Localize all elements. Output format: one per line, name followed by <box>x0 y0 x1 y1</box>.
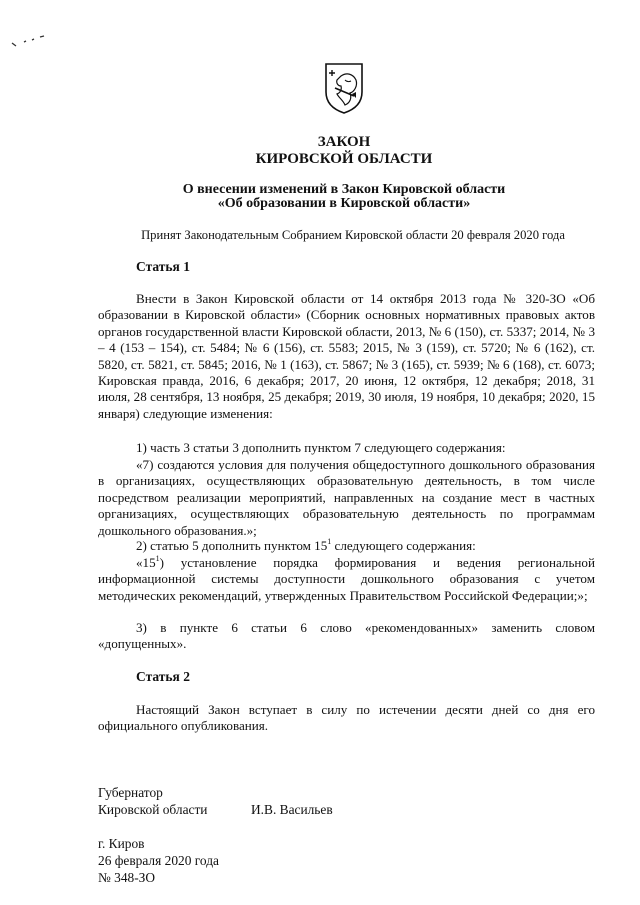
law-number: № 348-ЗО <box>98 870 156 885</box>
article-2-text: Настоящий Закон вступает в силу по истечении десяти дней со дня его официального опубликования. <box>98 702 595 734</box>
article-1-item-2 <box>98 538 595 554</box>
article-2-heading: Статья 2 <box>136 669 190 684</box>
law-subtitle-line1: О внесении изменений в Закон Кировской области <box>182 182 506 197</box>
item-2-quote-superscript: 1 <box>155 553 160 563</box>
item-2-quote-end: ) установление порядка формирования и ведения региональной информационной системы доступности дошкольного образования с учетом методических рекомендаций, утвержденных Правительством Российской Федерации;»; <box>98 555 595 603</box>
law-title: ЗАКОН <box>317 134 371 150</box>
article-1-item-1: 1) часть 3 статьи 3 дополнить пунктом 7 следующего содержания: <box>136 440 506 455</box>
law-subtitle-line2: «Об образовании в Кировской области» <box>217 196 471 211</box>
article-1-intro: Внести в Закон Кировской области от 14 октября 2013 года № 320-ЗО «Об образовании в Кировской области» (Сборник основных нормативных правовых актов органов государственной власти Кировской области, 2013, № 6 (150), ст. 5337; 2014, № 3 – 4 (153 – 154), ст. 5484; № 6 (156), ст. 5583; 2015, № 3 (159), ст. 5720; № 6 (162), ст. 5820, ст. 5821, ст. 5845; 2016, № 1 (163), ст. 5867; № 3 (165), ст. 5939; № 6 (168), ст. 6073; Кировская правда, 2016, 6 декабря; 2017, 20 июня, 12 октября, 12 декабря; 2018, 31 июля, 28 сентября, 13 ноября, 25 декабря; 2019, 30 июля, 19 ноября, 10 декабря; 2020, 15 января) следующие изменения: <box>98 291 595 421</box>
coat-of-arms-icon <box>323 62 365 114</box>
item-2-text-start: 2) статью 5 дополнить пунктом 15 <box>136 538 328 553</box>
signatory-name: И.В. Васильев <box>251 802 333 817</box>
article-1-item-2-text <box>98 555 595 604</box>
adoption-note: Принят Законодательным Собранием Кировской области 20 февраля 2020 года <box>141 228 565 242</box>
signatory-position: Губернатор <box>98 785 163 800</box>
signing-date: 26 февраля 2020 года <box>98 853 219 868</box>
item-2-text-end: следующего содержания: <box>331 538 476 553</box>
item-2-quote-start: «15 <box>136 555 156 570</box>
item-2-superscript: 1 <box>327 536 332 546</box>
article-1-item-3: 3) в пункте 6 статьи 6 слово «рекомендованных» заменить словом «допущенных». <box>98 620 595 652</box>
article-1-heading: Статья 1 <box>136 259 190 274</box>
signing-city: г. Киров <box>98 836 145 851</box>
region-title: КИРОВСКОЙ ОБЛАСТИ <box>255 151 433 167</box>
scan-mark <box>10 34 50 48</box>
article-1-item-1-text: «7) создаются условия для получения общедоступного дошкольного образования в организациях, осуществляющих образовательную деятельность, в том числе посредством реализации мероприятий, направленных на создание мест в частных организациях, осуществляющих образовательную деятельность по программам дошкольного образования.»; <box>98 457 595 538</box>
signatory-region: Кировской области <box>98 802 208 817</box>
